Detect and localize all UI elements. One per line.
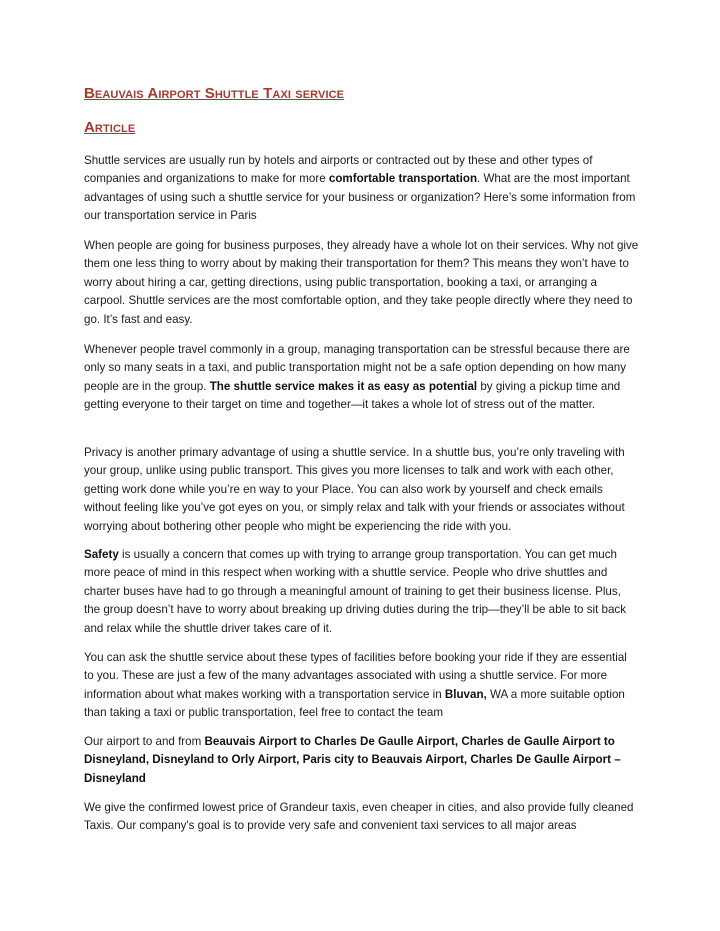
bold-phrase: Beauvais Airport to Charles De Gaulle Airport, Charles de Gaulle Airport to Disneyland, Disneyland to Orly Airport, Paris city to Beauvais Airport, Charles De Gaulle Airport – Disneyland xyxy=(84,735,621,785)
paragraph-text: by giving a pickup time and getting everyone to their target on time and together—it takes a whole lot of stress out of the matter. xyxy=(84,379,621,412)
paragraph-intro xyxy=(84,152,639,226)
paragraph-business xyxy=(84,237,639,329)
paragraph-text: We give the confirmed lowest price of Grandeur taxis, even cheaper in cities, and also provide fully cleaned Taxis. Our company's goal is to provide very safe and convenient taxi services to all major areas xyxy=(84,801,634,833)
paragraph-text: When people are going for business purposes, they already have a whole lot on their services. Why not give them one less thing to worry about by making their transportation for them? This means they won’t have to worry about hiring a car, getting directions, using public transportation, booking a taxi, or arranging a carpool. Shuttle services are the most comfortable option, and they take people directly where they need to go. It’s fast and easy. xyxy=(84,239,639,326)
document-title: Beauvais Airport Shuttle Taxi service xyxy=(84,85,345,102)
bold-phrase: comfortable transportation xyxy=(328,172,478,186)
section-heading-article: Article xyxy=(84,119,136,136)
paragraph-text: Our airport to and from xyxy=(84,735,205,748)
paragraph-privacy xyxy=(84,444,639,536)
paragraph-text: Whenever people travel commonly in a group, managing transportation can be stressful because there are only so many seats in a taxi, and public transportation might not be a safe option depending on how many people are in the group. xyxy=(84,343,630,393)
paragraph-text: is usually a concern that comes up with trying to arrange group transportation. You can get much more peace of mind in this respect when working with a shuttle service. People who drive shuttles and charter buses have had to go through a meaningful amount of training to get their business license. Plus, the group doesn’t have to worry about breaking up driving duties during the trip—they’ll be able to sit back and relax while the shuttle driver takes care of it. xyxy=(84,548,627,635)
paragraph-text: . What are the most important advantages of using such a shuttle service for your business or organization? Here’s some information from our transportation service in Paris xyxy=(84,172,636,223)
paragraph-text: WA a more suitable option than taking a taxi or public transportation, feel free to contact the team xyxy=(84,687,625,720)
bold-phrase: Bluvan, xyxy=(444,687,487,701)
paragraph-pricing xyxy=(84,799,639,836)
bold-phrase: The shuttle service makes it as easy as potential xyxy=(209,379,478,393)
bold-phrase: Safety xyxy=(84,548,119,561)
paragraph-text: Privacy is another primary advantage of using a shuttle service. In a shuttle bus, you’re only traveling with your group, unlike using public transport. This gives you more licenses to talk and work with each other, getting work done while you’re en way to your Place. You can also work by yourself and check emails without feeling like you’ve got eyes on you, or simply relax and talk with your friends or associates without worrying about bothering other people who might be experiencing the ride with you. xyxy=(84,446,625,533)
paragraph-group-travel xyxy=(84,341,639,415)
paragraph-text: You can ask the shuttle service about these types of facilities before booking your ride if they are essential to you. These are just a few of the many advantages associated with using a shuttle service. For more information about what makes working with a transportation service in xyxy=(84,651,627,701)
paragraph-facilities xyxy=(84,649,639,723)
paragraph-routes xyxy=(84,733,639,788)
paragraph-safety xyxy=(84,546,639,638)
paragraph-text: Shuttle services are usually run by hotels and airports or contracted out by these and other types of companies and organizations to make for more xyxy=(84,154,593,186)
